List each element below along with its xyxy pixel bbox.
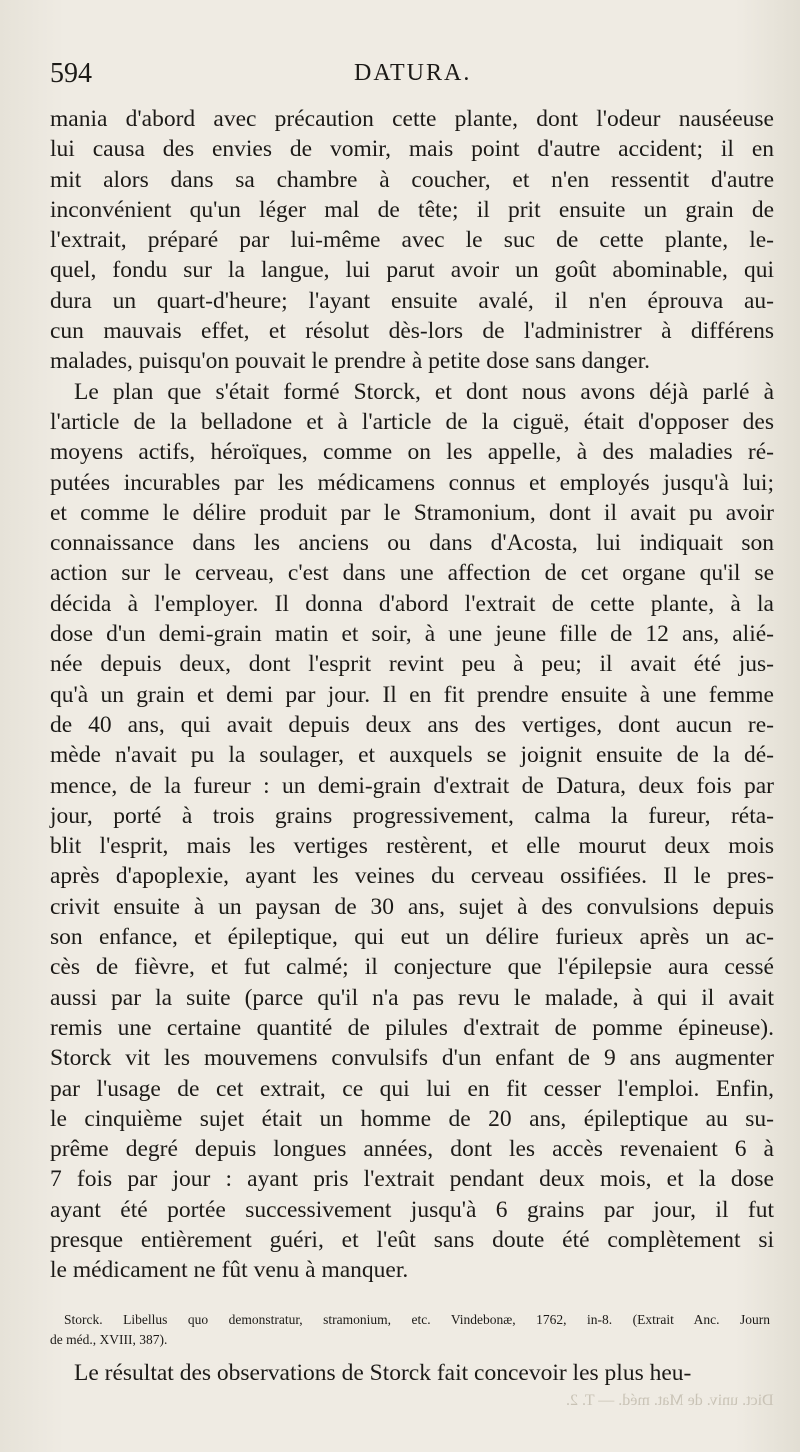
next-paragraph-start: Le résultat des observations de Storck fait concevoir les plus heu- [74, 1360, 692, 1386]
text-line: de 40 ans, qui avait depuis deux ans des vertiges, dont aucun re- [50, 711, 774, 738]
page-header [50, 58, 770, 98]
text-line: putées incurables par les médicamens connus et employés jusqu'à lui; [50, 469, 774, 496]
text-line: Le plan que s'était formé Storck, et dont nous avons déjà parlé à [74, 378, 774, 405]
text-line: mit alors dans sa chambre à coucher, et n'en ressentit d'autre [50, 166, 774, 193]
text-line: cun mauvais effet, et résolut dès-lors de l'administrer à différens [50, 318, 774, 345]
running-title: DATURA. [354, 60, 472, 86]
footnote [50, 1310, 770, 1350]
text-line: ayant été portée successivement jusqu'à 6 grains par jour, il fut [50, 1196, 774, 1223]
text-line: née depuis deux, dont l'esprit revint peu à peu; il avait été jus- [50, 651, 774, 678]
text-line: lui causa des envies de vomir, mais point d'autre accident; il en [50, 136, 774, 163]
text-line: dose d'un demi-grain matin et soir, à une jeune fille de 12 ans, alié- [50, 621, 774, 648]
text-line: malades, puisqu'on pouvait le prendre à petite dose sans danger. [50, 348, 651, 375]
text-line: aussi par la suite (parce qu'il n'a pas revu le malade, à qui il avait [50, 984, 774, 1011]
text-line: 7 fois par jour : ayant pris l'extrait pendant deux mois, et la dose [50, 1166, 774, 1193]
text-line: remis une certaine quantité de pilules d'extrait de pomme épineuse). [50, 1014, 774, 1041]
text-line: inconvénient qu'un léger mal de tête; il prit ensuite un grain de [50, 196, 774, 223]
text-line: l'article de la belladone et à l'article de la ciguë, était d'opposer des [50, 408, 774, 435]
text-line: crivit ensuite à un paysan de 30 ans, sujet à des convulsions depuis [50, 893, 774, 920]
text-line: son enfance, et épileptique, qui eut un délire furieux après un ac- [50, 924, 774, 951]
text-line: quel, fondu sur la langue, lui parut avoir un goût abominable, qui [50, 257, 774, 284]
text-line: dura un quart-d'heure; l'ayant ensuite avalé, il n'en éprouva au- [50, 287, 774, 314]
body-text [50, 104, 774, 1286]
text-line: mania d'abord avec précaution cette plante, dont l'odeur nauséeuse [50, 106, 774, 132]
text-line: qu'à un grain et demi par jour. Il en fit prendre ensuite à une femme [50, 681, 774, 708]
page-number: 594 [50, 58, 92, 89]
text-line: par l'usage de cet extrait, ce qui lui en fit cesser l'emploi. Enfin, [50, 1075, 774, 1102]
text-line: décida à l'employer. Il donna d'abord l'extrait de cette plante, à la [50, 590, 774, 617]
text-line: Storck vit les mouvemens convulsifs d'un enfant de 9 ans augmenter [50, 1045, 774, 1072]
text-line: l'extrait, préparé par lui-même avec le suc de cette plante, le- [50, 227, 774, 254]
text-line: après d'apoplexie, ayant les veines du cerveau ossifiées. Il le pres- [50, 863, 774, 890]
text-line: action sur le cerveau, c'est dans une affection de cet organe qu'il se [50, 560, 774, 587]
text-line: cès de fièvre, et fut calmé; il conjecture que l'épilepsie aura cessé [50, 954, 774, 981]
text-line: mence, de la fureur : un demi-grain d'extrait de Datura, deux fois par [50, 772, 774, 799]
text-line: et comme le délire produit par le Stramonium, dont il avait pu avoir [50, 499, 774, 526]
text-line: le médicament ne fût venu à manquer. [50, 1257, 409, 1284]
text-line: moyens actifs, héroïques, comme on les appelle, à des maladies ré- [50, 439, 774, 466]
text-line: jour, porté à trois grains progressivement, calma la fureur, réta- [50, 802, 774, 829]
bleed-through-text: Dict. univ. de Mat. méd. — T. 2. [566, 1392, 774, 1409]
text-line: le cinquième sujet était un homme de 20 ans, épileptique au su- [50, 1105, 774, 1132]
text-line: prême degré depuis longues années, dont les accès revenaient 6 à [50, 1136, 774, 1163]
footnote-line: Storck. Libellus quo demonstratur, stramonium, etc. Vindebonæ, 1762, in-8. (Extrait Anc. Journ [64, 1312, 770, 1327]
text-line: connaissance dans les anciens ou dans d'Acosta, lui indiquait son [50, 530, 774, 557]
footnote-line: de méd., XVIII, 387). [50, 1332, 168, 1347]
text-line: mède n'avait pu la soulager, et auxquels se joignit ensuite de la dé- [50, 742, 774, 769]
text-line: presque entièrement guéri, et l'eût sans doute été complètement si [50, 1226, 774, 1253]
text-line: blit l'esprit, mais les vertiges restèrent, et elle mourut deux mois [50, 833, 774, 860]
